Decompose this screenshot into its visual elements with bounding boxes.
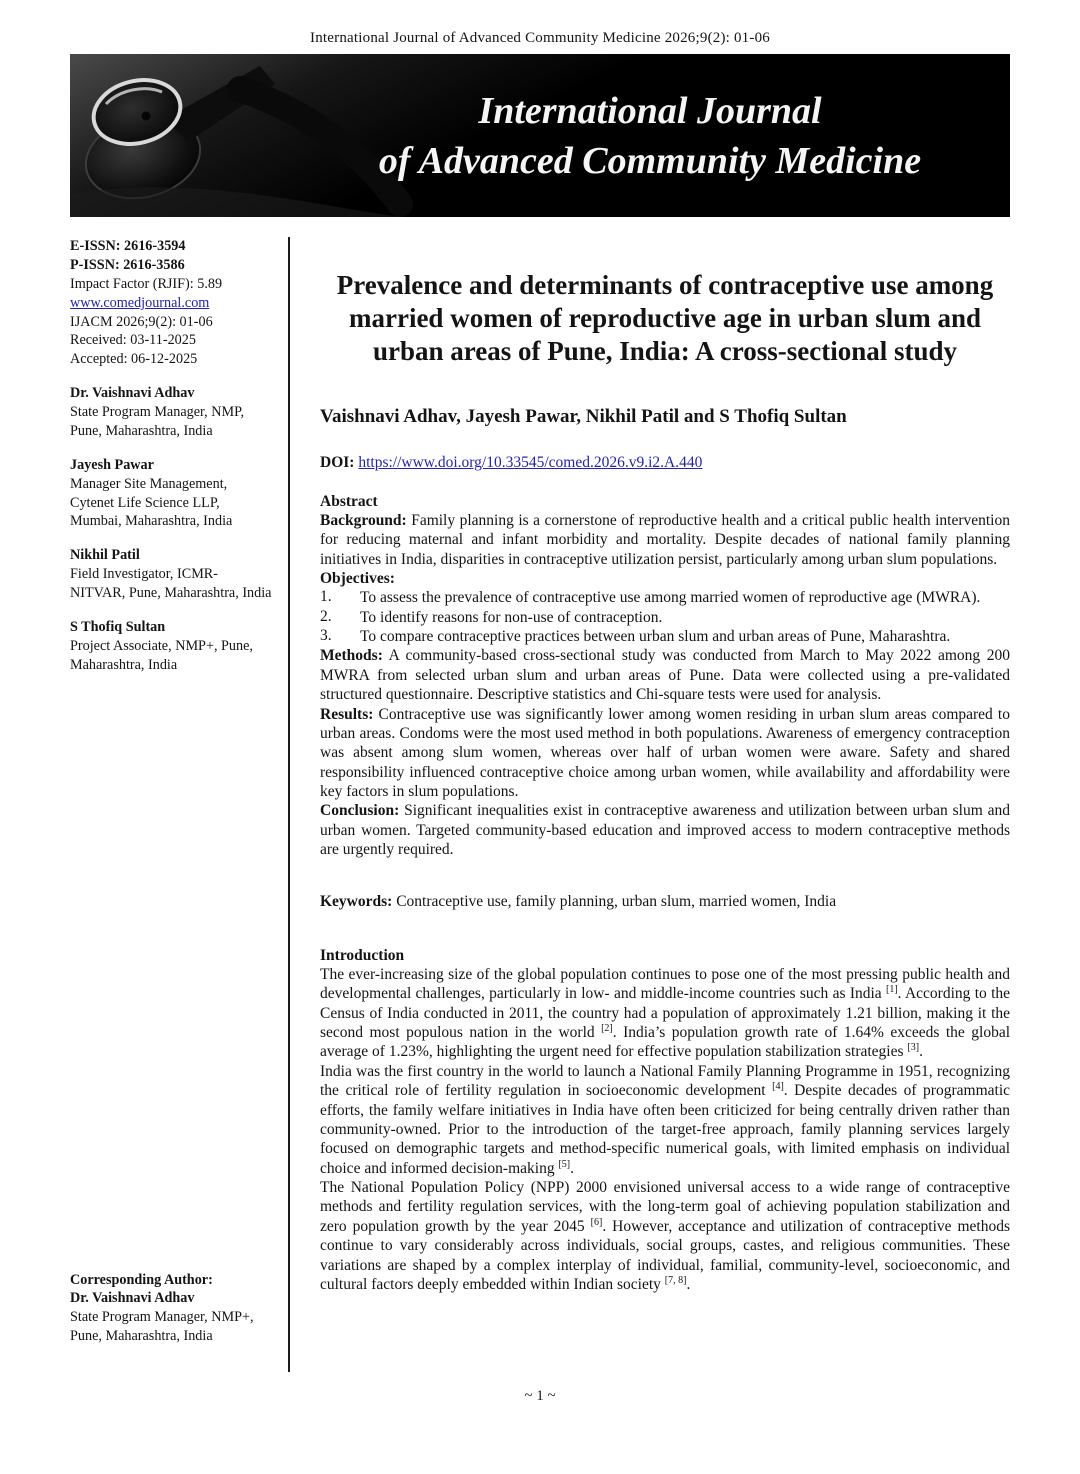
author-affiliation: Manager Site Management, Cytenet Life Science LLP, Mumbai, Maharashtra, India <box>70 475 233 530</box>
journal-banner <box>70 54 1010 217</box>
introduction-heading: Introduction <box>320 946 405 964</box>
abstract-results: Results: Contraceptive use was significantly lower among women residing in urban slum areas compared to urban areas. Condoms were the most used method in both populations. Awareness of emergency contraception was absent among slum women, whereas over half of urban women were aware. Safety and shared responsibility influenced contraceptive choice among urban women, while availability and affordability were key factors in slum populations. <box>320 705 1010 801</box>
abstract-conclusion: Conclusion: Significant inequalities exist in contraceptive awareness and utilization between urban slum and urban women. Targeted community-based education and improved access to modern contraceptive methods are urgently required. <box>320 802 1010 859</box>
introduction-paragraph-2: India was the first country in the world to launch a National Family Planning Programme in 1951, recognizing the critical role of fertility regulation in socioeconomic development [4]. Despite decades of programmatic efforts, the family welfare initiatives in India have often been criticized for being centrally driven rather than community-owned. Prior to the introduction of the target-free approach, family planning services largely focused on demographic targets and method-specific numerical goals, with limited emphasis on individual choice and informed decision-making [5]. <box>320 1062 1011 1177</box>
accepted-date: Accepted: 06-12-2025 <box>70 351 198 368</box>
page-number: ~ 1 ~ <box>524 1388 556 1404</box>
introduction-paragraph-1: The ever-increasing size of the global population continues to pose one of the most pressing public health and developmental challenges, particularly in low- and middle-income countries such as India [1]. According to the Census of India conducted in 2011, the country had a population of approximately 1.21 billion, making it the second most populous nation in the world [2]. India’s population growth rate of 1.64% exceeds the global average of 1.23%, highlighting the urgent need for effective population stabilization strategies [3]. <box>320 965 1011 1061</box>
objectives-label: Objectives: <box>320 569 395 587</box>
received-date: Received: 03-11-2025 <box>70 332 196 349</box>
banner-title-line1: International Journal <box>478 89 822 132</box>
corresponding-author-heading: Corresponding Author: <box>70 1271 213 1288</box>
author-name: Nikhil Patil <box>70 547 140 564</box>
author-affiliation: State Program Manager, NMP, Pune, Maharashtra, India <box>70 404 244 439</box>
journal-banner-title <box>300 86 1000 186</box>
abstract-heading: Abstract <box>320 492 378 510</box>
author-affiliation-3 <box>70 546 272 603</box>
doi-label: DOI: <box>320 453 355 471</box>
journal-header-citation: International Journal of Advanced Community Medicine 2026;9(2): 01-06 <box>310 30 770 46</box>
objective-item-1: 1. To assess the prevalence of contraceptive use among married women of reproductive age (MWRA). <box>320 588 981 607</box>
objective-item-3: 3. To compare contraceptive practices between urban slum and urban areas of Pune, Maharashtra. <box>320 627 951 646</box>
impact-factor: Impact Factor (RJIF): 5.89 <box>70 275 223 292</box>
corresponding-author-name: Dr. Vaishnavi Adhav <box>70 1290 195 1307</box>
journal-meta-block <box>70 237 272 369</box>
doi-line <box>320 454 1010 472</box>
author-affiliation: Project Associate, NMP+, Pune, Maharashtra, India <box>70 637 253 673</box>
author-affiliation-4 <box>70 618 272 675</box>
e-issn: E-ISSN: 2616-3594 <box>70 238 186 254</box>
corresponding-author-affiliation: State Program Manager, NMP+, Pune, Maharashtra, India <box>70 1309 254 1345</box>
article-main-column <box>290 237 1010 1372</box>
author-affiliation-1 <box>70 384 272 441</box>
objectives-list <box>320 588 1010 646</box>
left-sidebar <box>70 237 290 1372</box>
author-affiliation: Field Investigator, ICMR-NITVAR, Pune, Maharashtra, India <box>70 566 272 601</box>
page-content <box>70 217 1010 1372</box>
abstract-background: Background: Family planning is a cornerstone of reproductive health and a critical public health intervention for reducing maternal and infant morbidity and mortality. Despite decades of national family planning initiatives in India, disparities in contraceptive utilization persist, particularly among urban slum populations. <box>320 511 1010 568</box>
abstract-methods: Methods: A community-based cross-sectional study was conducted from March to May 2022 among 200 MWRA from selected urban slum and urban areas of Pune. Data were collected using a pre-validated structured questionnaire. Descriptive statistics and Chi-square tests were used for analysis. <box>320 647 1010 704</box>
doi-link[interactable]: https://www.doi.org/10.33545/comed.2026.v9.i2.A.440 <box>358 453 703 471</box>
journal-website-link[interactable]: www.comedjournal.com <box>70 294 210 311</box>
banner-title-line2: of Advanced Community Medicine <box>378 139 922 182</box>
author-affiliation-2 <box>70 456 272 532</box>
keywords-line: Keywords: Contraceptive use, family planning, urban slum, married women, India <box>320 892 837 910</box>
author-name: Dr. Vaishnavi Adhav <box>70 385 195 402</box>
author-name: S Thofiq Sultan <box>70 618 166 635</box>
journal-citation: IJACM 2026;9(2): 01-06 <box>70 313 213 330</box>
article-title: Prevalence and determinants of contraceptive use among married women of reproductive age in urban slum and urban areas of Pune, India: A cross-sectional study <box>336 270 994 366</box>
corresponding-author-block <box>70 1271 272 1373</box>
author-name: Jayesh Pawar <box>70 456 154 473</box>
p-issn: P-ISSN: 2616-3586 <box>70 256 185 273</box>
introduction-paragraph-3: The National Population Policy (NPP) 2000 envisioned universal access to a wide range of contraceptive methods and fertility regulation services, with the long-term goal of achieving population stabilization and zero population growth by the year 2045 [6]. However, acceptance and utilization of contraceptive methods continue to vary considerably across individuals, social groups, castes, and religious communities. These variations are shaped by a complex interplay of individual, familial, community-level, socioeconomic, and cultural factors deeply embedded within Indian society [7, 8]. <box>320 1179 1010 1293</box>
article-authors-line: Vaishnavi Adhav, Jayesh Pawar, Nikhil Patil and S Thofiq Sultan <box>320 405 847 427</box>
objective-item-2: 2. To identify reasons for non-use of contraception. <box>320 607 663 626</box>
